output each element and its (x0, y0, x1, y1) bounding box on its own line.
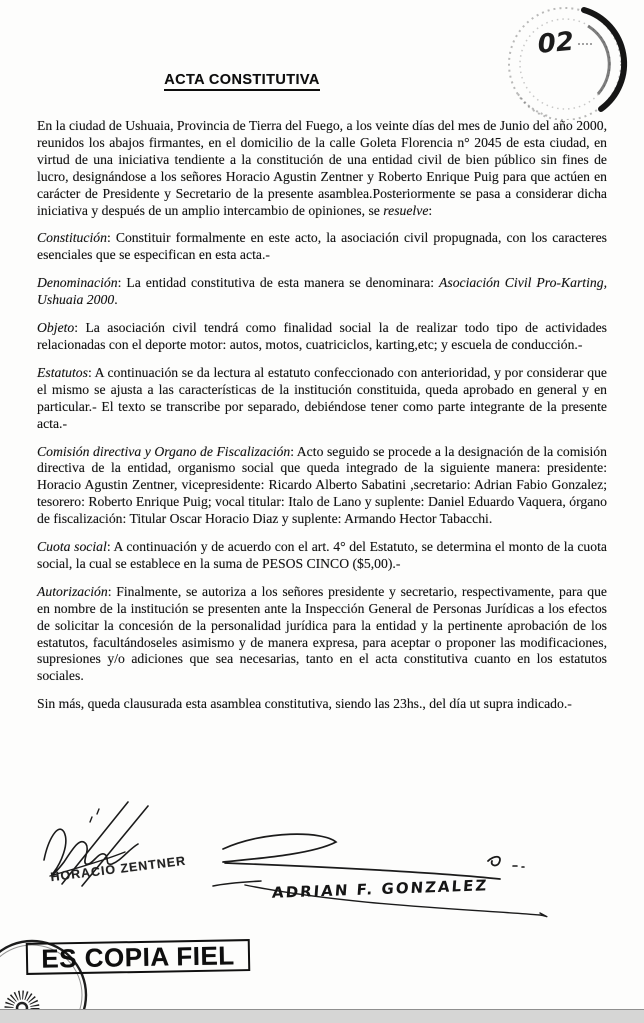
document-title: ACTA CONSTITUTIVA (164, 72, 320, 91)
title-row (0, 71, 484, 91)
scan-edge-bar (0, 1009, 644, 1023)
paragraph-comision: Comisión directiva y Organo de Fiscalización: Acto seguido se procede a la designación de la comisión directiva de la entidad, organismo social que queda integrado de la siguiente manera: presidente: Horacio Agustin Zentner, vicepresidente: Ricardo Alberto Sabatini ,secretario: Adrian Fabio Gonzalez; tesorero: Roberto Enrique Puig; vocal titular: Italo de Lano y suplente: Daniel Eduardo Vaquera, órgano de fiscalización: Titular Oscar Horacio Diaz y suplente: Armando Hector Tabacchi. (37, 443, 607, 527)
stamp-rim-text-bottom (8, 925, 30, 927)
svg-text:VIA (8, 925, 30, 927)
paragraph-cierre: Sin más, queda clausurada esta asamblea constitutiva, siendo las 23hs., del día ut supra indicado.- (37, 696, 572, 712)
paragraph-autorizacion: Autorización: Finalmente, se autoriza a los señores presidente y secretario, respectivamente, para que en nombre de la institución se presenten ante la Inspección General de Personas Jurídicas a los efectos de solicitar la concesión de la personalidad jurídica para la entidad y la pertinente aprobación de los estatutos, facultándoseles asimismo y de manera expresa, para aceptar o proponer las modificaciones, supresiones y/o adiciones que sea necesarias, tanto en el acta constitutiva cuanto en los estatutos sociales. (37, 583, 607, 684)
paragraph-denominacion: Denominación: La entidad constitutiva de esta manera se denominara: Asociación Civil Pro-Karting, Ushuaia 2000. (37, 275, 607, 308)
paragraph-constitucion: Constitución: Constituir formalmente en este acto, la asociación civil propugnada, con los caracteres esenciales que se especifican en esta acta.- (37, 230, 607, 263)
zentner-signature-name: HORACIO ZENTNER (49, 853, 187, 885)
paragraph-objeto: Objeto: La asociación civil tendrá como finalidad social la de realizar todo tipo de actividades relacionadas con el deporte motor: autos, motos, cuatriciclos, karting,etc; y escuela de conducción.- (37, 320, 607, 352)
paragraph-cuota: Cuota social: A continuación y de acuerdo con el art. 4° del Estatuto, se determina el monto de la cuota social, la cual se establece en la suma de PESOS CINCO ($5,00).- (37, 539, 607, 571)
handwritten-page-number: 02 (536, 26, 576, 60)
round-stamp-icon (488, 2, 644, 120)
document-body (37, 118, 607, 724)
gonzalez-signature-name: ADRIAN F. GONZALEZ (271, 876, 489, 902)
paragraph-estatutos: Estatutos: A continuación se da lectura al estatuto confeccionado con anterioridad, y por considerar que el mismo se ajusta a las características de la institución constituida, queda aprobado en general y en particular.- El texto se transcribe por separado, debiéndose tener como parte integrante de la presente acta.- (37, 364, 607, 431)
copia-fiel-stamp: ES COPIA FIEL (26, 939, 251, 975)
paragraph-intro: En la ciudad de Ushuaia, Provincia de Tierra del Fuego, a los veinte días del mes de Junio del año 2000, reunidos los abajos firmantes, en el domicilio de la calle Goleta Florencia n° 2045 de esta ciudad, en virtud de una iniciativa tendiente a la constitución de una entidad civil de bien público sin fines de lucro, designándose a los señores Horacio Agustin Zentner y Roberto Enrique Puig para que actúen en carácter de Presidente y Secretario de la presente asamblea.Posteriormente se pasa a considerar dicha iniciativa y después de un amplio intercambio de opiniones, se resuelve: (37, 118, 607, 218)
